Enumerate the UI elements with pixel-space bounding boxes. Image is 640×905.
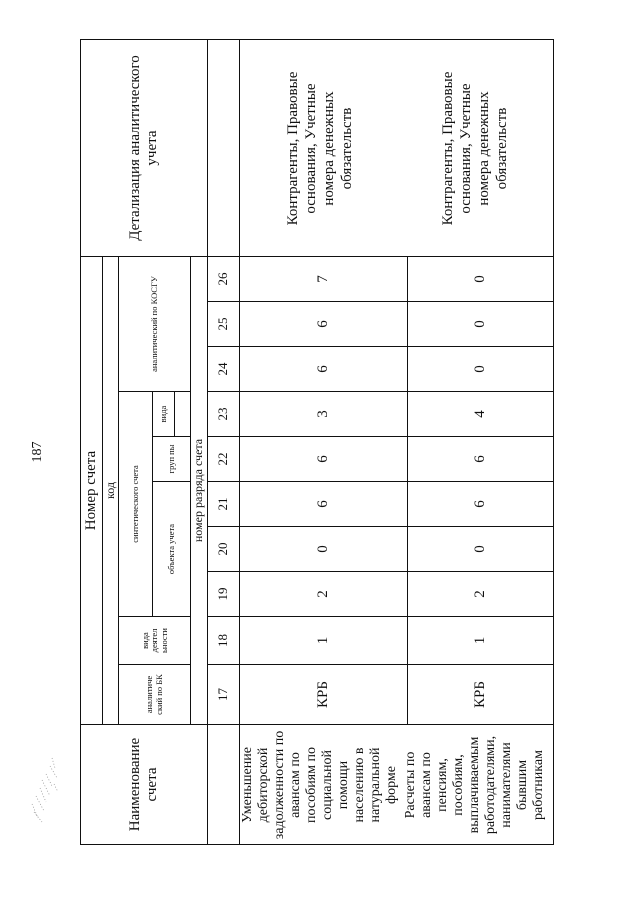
header-digit-number: номер разряда счета [191,257,207,725]
digit-20: 20 [207,527,239,572]
digit-26: 26 [207,257,239,302]
header-group: груп пы [153,437,191,482]
header-code: код [103,257,119,725]
table-row [239,40,407,845]
row-2-value-17: КРБ [407,665,553,725]
row-2-value-18: 1 [407,617,553,665]
row-2-value-22: 6 [407,437,553,482]
accounts-table [80,39,554,845]
row-spacer-end [239,40,553,257]
row-2-value-20: 0 [407,527,553,572]
header-activity-type: вида деятел ьности [119,617,191,665]
row-1-detail: Контрагенты, Правовые основания, Учетные номера денежных обязательств [285,71,355,226]
header-kind-spacer [175,392,191,437]
header-row-1 [81,40,103,845]
row-1-value-23: 3 [239,392,407,437]
row-2-name: Расчеты по авансам по пенсиям, пособиям, выплачиваемым работодателями, нанимателями бывшим работникам [402,735,547,835]
header-object: объекта учета [153,482,191,617]
header-account-number: Номер счета [81,257,103,725]
row-1-value-18: 1 [239,617,407,665]
digit-18: 18 [207,617,239,665]
digit-17: 17 [207,665,239,725]
row-2-value-19: 2 [407,572,553,617]
row-2-value-24: 0 [407,347,553,392]
digits-row-blank [207,725,239,845]
row-1-value-21: 6 [239,482,407,527]
row-1-value-17: КРБ [239,665,407,725]
row-1-value-24: 6 [239,347,407,392]
scan-noise-marks [22,756,72,826]
header-detail: Детализация аналитического учета [81,40,208,257]
page-number: 187 [30,441,45,463]
digit-23: 23 [207,392,239,437]
digit-25: 25 [207,302,239,347]
header-synthetic: синтетического счета [119,392,153,617]
digit-24: 24 [207,347,239,392]
header-kind: вида [153,392,175,437]
digit-21: 21 [207,482,239,527]
row-2-value-25: 0 [407,302,553,347]
header-name: Наименование счета [81,725,208,845]
digit-19: 19 [207,572,239,617]
header-analytical-kosgu: аналитический по КОСГУ [119,257,191,392]
header-analytical-bk: аналитиче ский по БК [119,665,191,725]
row-1-value-25: 6 [239,302,407,347]
row-2-value-26: 0 [407,257,553,302]
row-2-value-23: 4 [407,392,553,437]
row-1-value-20: 0 [239,527,407,572]
row-spacer [239,725,553,845]
digits-row [207,40,239,845]
row-1-value-19: 2 [239,572,407,617]
row-2-value-21: 6 [407,482,553,527]
accounts-table-rotated [80,40,550,845]
row-1-value-22: 6 [239,437,407,482]
row-2-detail: Контрагенты, Правовые основания, Учетные номера денежных обязательств [440,71,510,226]
digits-row-blank-end [207,40,239,257]
row-1-value-26: 7 [239,257,407,302]
row-1-name: Уменьшение дебиторской задолженности по авансам по пособиям по социальной помощи населению в натуральной форме [239,730,400,840]
digit-22: 22 [207,437,239,482]
